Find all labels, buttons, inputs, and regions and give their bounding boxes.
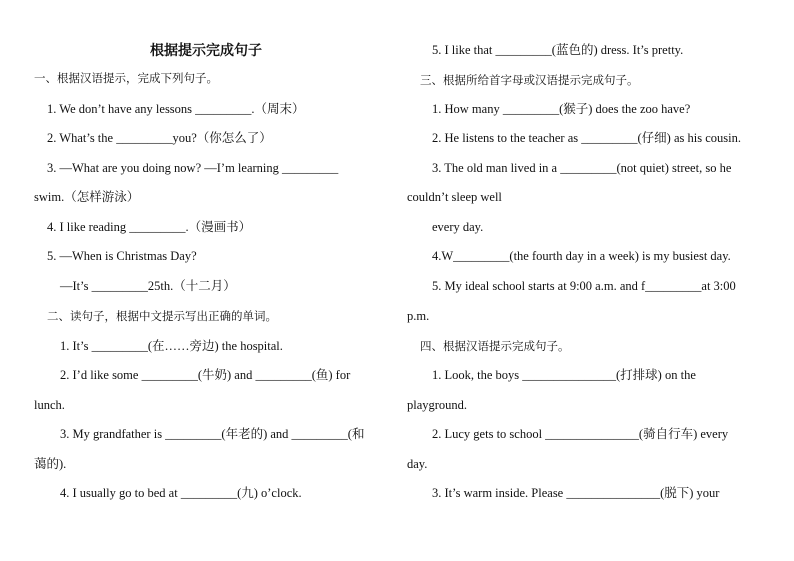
s4-item-2-cont: day. <box>407 457 428 471</box>
s1-item-3-cont: swim.（怎样游泳） <box>34 190 140 204</box>
s4-item-1: 1. Look, the boys _______________(打排球) on the <box>432 368 696 382</box>
s3-item-1: 1. How many _________(猴子) does the zoo have? <box>432 102 691 116</box>
s2-item-2-cont: lunch. <box>34 398 65 412</box>
s1-item-5-answer: —It’s _________25th.（十二月） <box>60 279 236 293</box>
s3-item-2: 2. He listens to the teacher as _________(仔细) as his cousin. <box>432 131 741 145</box>
right-column <box>400 0 794 561</box>
s1-item-4: 4. I like reading _________.（漫画书） <box>47 220 252 234</box>
r-top-item-5: 5. I like that _________(蓝色的) dress. It’s pretty. <box>432 43 684 57</box>
s4-item-1-cont: playground. <box>407 398 468 412</box>
s3-item-5-cont: p.m. <box>407 309 430 323</box>
s1-item-2: 2. What’s the _________you?（你怎么了） <box>47 131 272 145</box>
s2-item-1: 1. It’s _________(在……旁边) the hospital. <box>60 339 283 353</box>
section1-heading: 一、根据汉语提示，完成下列句子。 <box>34 71 218 85</box>
s3-item-5: 5. My ideal school starts at 9:00 a.m. and f_________at 3:00 <box>432 279 736 293</box>
s2-item-3-cont: 蔼的). <box>34 457 67 471</box>
s2-item-4: 4. I usually go to bed at _________(九) o’clock. <box>60 486 302 500</box>
s2-item-2: 2. I’d like some _________(牛奶) and _________(鱼) for <box>60 368 351 382</box>
page-title: 根据提示完成句子 <box>150 44 262 59</box>
section4-heading: 四、根据汉语提示完成句子。 <box>420 339 570 353</box>
section2-heading: 二、读句子，根据中文提示写出正确的单词。 <box>47 309 277 323</box>
s4-item-2: 2. Lucy gets to school _______________(骑自行车) every <box>432 427 729 441</box>
s1-item-3: 3. —What are you doing now? —I’m learning _________ <box>47 161 339 175</box>
s3-item-4: 4.W_________(the fourth day in a week) is my busiest day. <box>432 249 731 263</box>
s3-item-3-cont2: every day. <box>432 220 484 234</box>
s1-item-1: 1. We don’t have any lessons _________.（周末） <box>47 102 305 116</box>
s4-item-3: 3. It’s warm inside. Please _______________(脱下) your <box>432 486 720 500</box>
section3-heading: 三、根据所给首字母或汉语提示完成句子。 <box>420 73 639 87</box>
s2-item-3: 3. My grandfather is _________(年老的) and _________(和 <box>60 427 365 441</box>
s1-item-5: 5. —When is Christmas Day? <box>47 249 197 263</box>
s3-item-3: 3. The old man lived in a _________(not quiet) street, so he <box>432 161 732 175</box>
s3-item-3-cont: couldn’t sleep well <box>407 190 502 204</box>
